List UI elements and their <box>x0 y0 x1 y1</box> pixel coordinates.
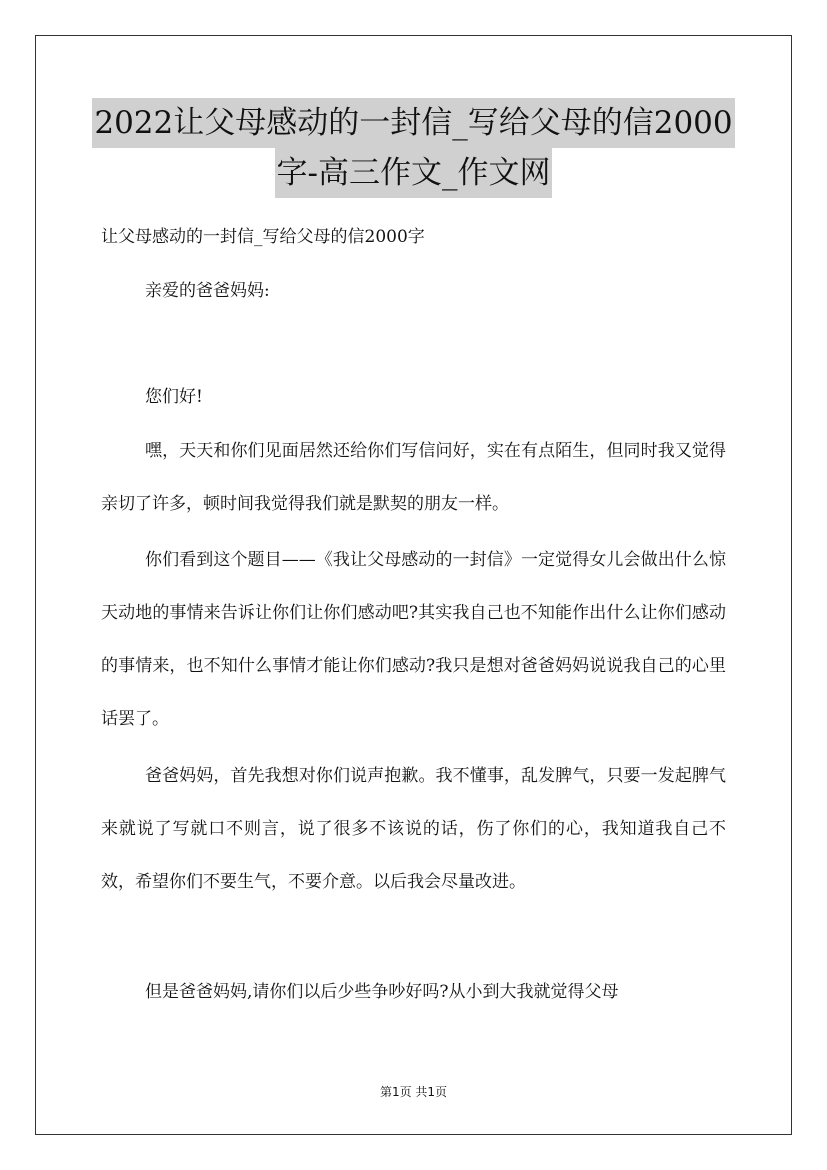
document-subtitle: 让父母感动的一封信_写给父母的信2000字 <box>101 227 425 247</box>
paragraph-3: 爸爸妈妈，首先我想对你们说声抱歉。我不懂事，乱发脾气，只要一发起脾气来就说了写就口不则言，说了很多不该说的话，伤了你们的心，我知道我自己不效，希望你们不要生气，不要介意。以后我会尽量改进。 <box>101 766 726 892</box>
paragraph-1: 嘿，天天和你们见面居然还给你们写信问好，实在有点陌生，但同时我又觉得亲切了许多，顿时间我觉得我们就是默契的朋友一样。 <box>101 441 726 514</box>
title-line-1: 2022让父母感动的一封信_写给父母的信2000 <box>92 98 734 148</box>
page-footer: 第1页 共1页 <box>379 1085 448 1099</box>
document-title <box>60 98 767 198</box>
paragraph-4: 但是爸爸妈妈,请你们以后少些争吵好吗?从小到大我就觉得父母 <box>145 982 619 1002</box>
paragraph-greeting: 亲爱的爸爸妈妈: <box>145 281 270 301</box>
paragraph-hello: 您们好! <box>145 387 203 407</box>
title-line-2: 字-高三作文_作文网 <box>275 148 553 198</box>
paragraph-2: 你们看到这个题目——《我让父母感动的一封信》一定觉得女儿会做出什么惊天动地的事情来告诉让你们让你们感动吧?其实我自己也不知能作出什么让你们感动的事情来，也不知什么事情才能让你们感动?我只是想对爸爸妈妈说说我自己的心里话罢了。 <box>101 550 726 729</box>
